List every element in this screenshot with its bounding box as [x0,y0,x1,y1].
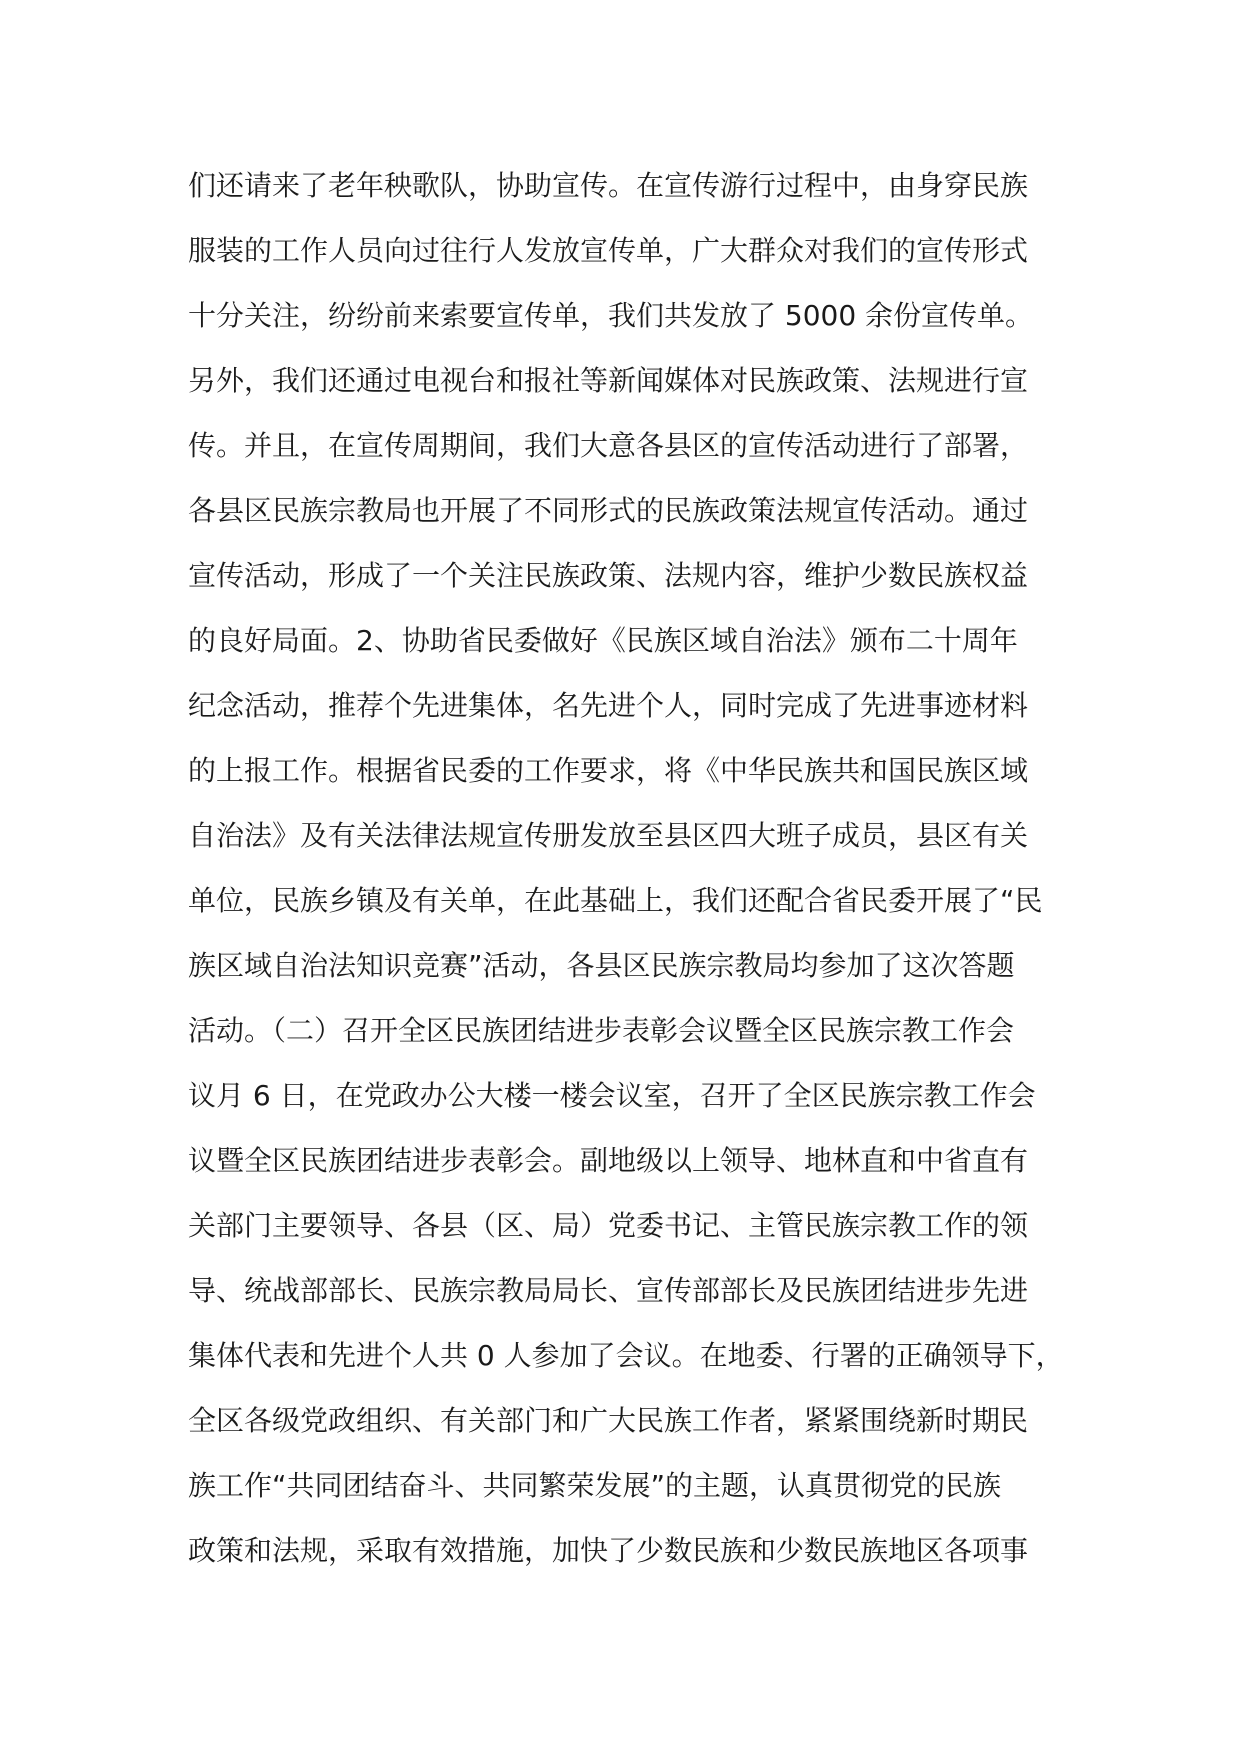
text-line: 议暨全区民族团结进步表彰会。副地级以上领导、地林直和中省直有 [188,1144,1029,1177]
text-line: 们还请来了老年秧歌队，协助宣传。在宣传游行过程中，由身穿民族 [188,169,1029,202]
text-line: 集体代表和先进个人共 0 人参加了会议。在地委、行署的正确领导下， [188,1339,1064,1372]
text-line: 各县区民族宗教局也开展了不同形式的民族政策法规宣传活动。通过 [188,494,1029,527]
text-line: 导、统战部部长、民族宗教局局长、宣传部部长及民族团结进步先进 [188,1274,1029,1307]
text-line: 纪念活动，推荐个先进集体，名先进个人，同时完成了先进事迹材料 [188,689,1029,722]
text-line: 全区各级党政组织、有关部门和广大民族工作者，紧紧围绕新时期民 [188,1404,1029,1437]
body-text [188,164,1068,1594]
text-line: 族区域自治法知识竞赛”活动，各县区民族宗教局均参加了这次答题 [188,949,1015,982]
text-line: 政策和法规，采取有效措施，加快了少数民族和少数民族地区各项事 [188,1534,1029,1567]
text-line: 传。并且，在宣传周期间，我们大意各县区的宣传活动进行了部署， [188,429,1029,462]
text-line: 的良好局面。2、协助省民委做好《民族区域自治法》颁布二十周年 [188,624,1018,657]
text-line: 族工作“共同团结奋斗、共同繁荣发展”的主题，认真贯彻党的民族 [188,1469,1002,1502]
text-line: 服装的工作人员向过往行人发放宣传单，广大群众对我们的宣传形式 [188,234,1029,267]
text-line: 议月 6 日，在党政办公大楼一楼会议室，召开了全区民族宗教工作会 [188,1079,1036,1112]
text-line: 关部门主要领导、各县（区、局）党委书记、主管民族宗教工作的领 [188,1209,1029,1242]
text-line: 单位，民族乡镇及有关单，在此基础上，我们还配合省民委开展了“民 [188,884,1043,917]
text-line: 活动。（二）召开全区民族团结进步表彰会议暨全区民族宗教工作会 [188,1014,1015,1047]
text-line: 自治法》及有关法律法规宣传册发放至县区四大班子成员，县区有关 [188,819,1029,852]
text-line: 宣传活动，形成了一个关注民族政策、法规内容，维护少数民族权益 [188,559,1029,592]
text-line: 另外，我们还通过电视台和报社等新闻媒体对民族政策、法规进行宣 [188,364,1029,397]
text-line: 的上报工作。根据省民委的工作要求，将《中华民族共和国民族区域 [188,754,1029,787]
text-line: 十分关注，纷纷前来索要宣传单，我们共发放了 5000 余份宣传单。 [188,299,1034,332]
